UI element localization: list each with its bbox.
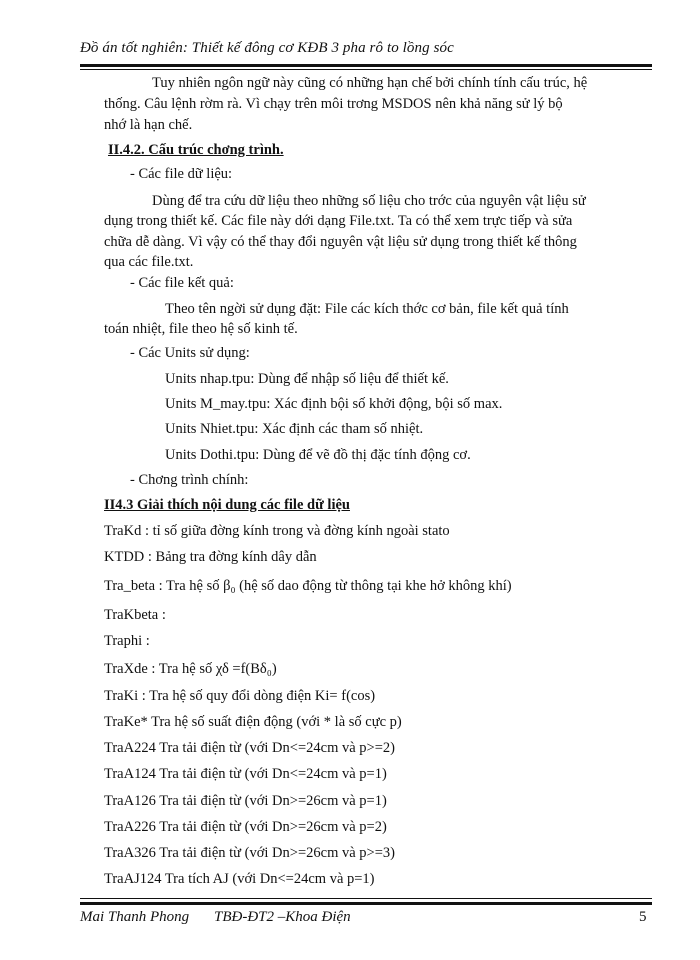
unit-line: Units Nhiet.tpu: Xác định các tham số nhiệt. [165,421,424,437]
entry-line: KTDD : Bảng tra đờng kính dây dẫn [104,549,317,565]
body-line: Dùng để tra cứu dữ liệu theo những số liệu cho trớc của nguyên vật liệu sử [152,193,586,209]
unit-line: Units Dothi.tpu: Dùng để vẽ đồ thị đặc tính động cơ. [165,447,471,463]
body-line: Theo tên ngời sử dụng đặt: File các kích thớc cơ bản, file kết quả tính [165,301,569,317]
header-rule [80,64,652,67]
entry-line: TraA326 Tra tải điện từ (với Dn>=26cm và p>=3) [104,845,395,861]
list-item: - Chơng trình chính: [130,472,249,488]
footer-rule-thin [80,898,652,899]
entry-line: TraXde : Tra hệ số χδ =f(Bδ₀) [104,661,277,677]
body-line: nhớ là hạn chế. [104,117,193,133]
entry-line: Traphi : [104,633,150,649]
entry-line: TraKd : tỉ số giữa đờng kính trong và đờng kính ngoài stato [104,523,450,539]
unit-line: Units nhap.tpu: Dùng để nhập số liệu để thiết kế. [165,371,449,387]
footer-rule [80,902,652,905]
page-number: 5 [639,909,647,925]
entry-line: TraAJ124 Tra tích AJ (với Dn<=24cm và p=1) [104,871,375,887]
entry-line: TraA124 Tra tải điện từ (với Dn<=24cm và p=1) [104,766,387,782]
entry-line: TraA224 Tra tải điện từ (với Dn<=24cm và p>=2) [104,740,395,756]
body-line: toán nhiệt, file theo hệ số kinh tế. [104,321,298,337]
list-item: - Các file kết quả: [130,275,234,291]
body-line: dụng trong thiết kế. Các file này dới dạng File.txt. Ta có thể xem trực tiếp và sửa [104,213,573,229]
footer-class: TBĐ-ĐT2 –Khoa Điện [214,909,351,925]
entry-line: TraKi : Tra hệ số quy đổi dòng điện Ki= f(cos) [104,688,376,704]
page-header: Đồ án tốt nghiên: Thiết kế đông cơ KĐB 3 pha rô to lồng sóc [80,40,454,56]
header-rule-thin [80,69,652,70]
body-line: Tuy nhiên ngôn ngữ này cũng có những hạn chế bởi chính tính cấu trúc, hệ [152,75,588,91]
entry-line: TraA126 Tra tải điện từ (với Dn>=26cm và p=1) [104,793,387,809]
list-item: - Các Units sử dụng: [130,345,250,361]
entry-line: Tra_beta : Tra hệ số β₀ (hệ số dao động từ thông tại khe hở không khí) [104,578,512,594]
entry-line: TraKe* Tra hệ số suất điện động (với * là số cực p) [104,714,402,730]
entry-line: TraKbeta : [104,607,166,623]
body-line: chữa dễ dàng. Vì vậy có thể thay đổi nguyên vật liệu sử dụng trong thiết kế thông [104,234,577,250]
list-item: - Các file dữ liệu: [130,166,233,182]
entry-line: TraA226 Tra tải điện từ (với Dn>=26cm và p=2) [104,819,387,835]
body-line: thống. Câu lệnh rờm rà. Vì chạy trên môi trơng MSDOS nên khả năng sử lý bộ [104,96,563,112]
section-heading: II4.3 Giải thích nội dung các file dữ liệu [104,497,350,513]
footer-author: Mai Thanh Phong [80,909,190,925]
section-heading: II.4.2. Cấu trúc chơng trình. [108,142,284,158]
unit-line: Units M_may.tpu: Xác định bội số khởi động, bội số max. [165,396,503,412]
body-line: qua các file.txt. [104,254,194,270]
